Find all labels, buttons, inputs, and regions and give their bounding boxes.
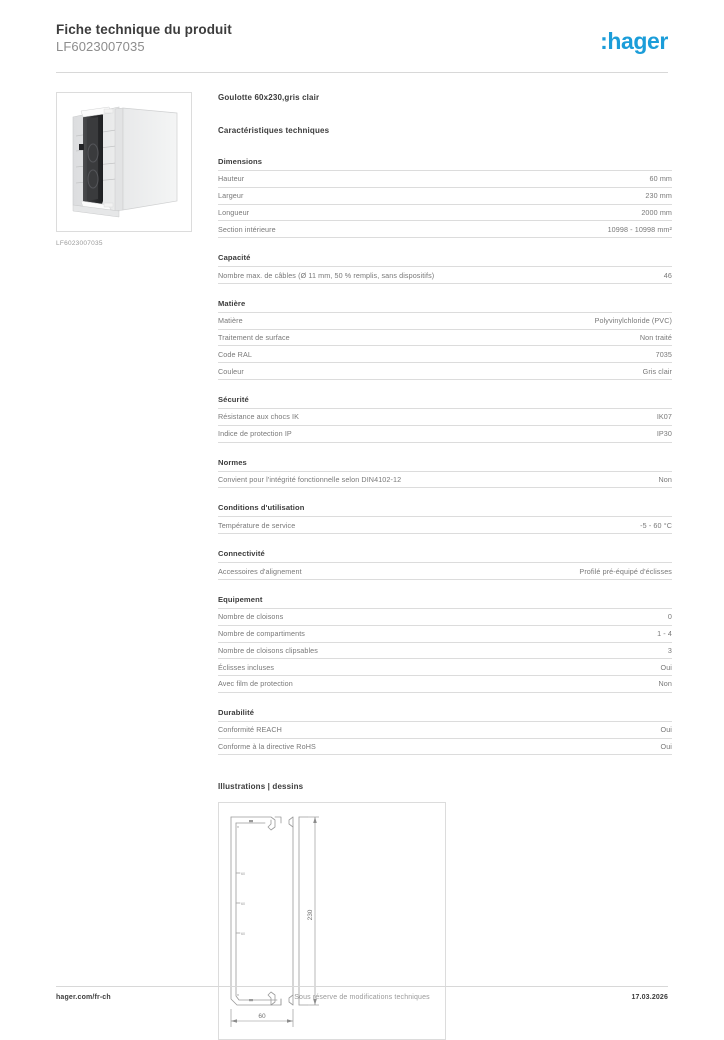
table-row [218,721,672,738]
spec-value: IK07 [656,412,672,422]
page-subtitle-article-number: LF6023007035 [56,39,145,54]
table-row [218,676,672,693]
spec-value: 230 mm [645,191,672,201]
table-row [218,312,672,329]
spec-value: Polyvinylchloride (PVC) [594,316,672,326]
spec-group-title: Sécurité [218,395,249,405]
spec-value: 0 [667,612,672,622]
spec-table [218,562,672,580]
table-row [218,471,672,488]
specifications-heading: Caractéristiques techniques [218,126,330,135]
product-photo-column [56,92,194,247]
spec-group [218,595,672,693]
spec-label: Convient pour l'intégrité fonctionnelle selon DIN4102-12 [218,474,402,484]
footer-disclaimer: Sous réserve de modifications techniques [294,994,430,1001]
spec-label: Nombre max. de câbles (Ø 11 mm, 50 % remplis, sans dispositifs) [218,270,435,280]
spec-value: -5 - 60 °C [640,520,672,530]
spec-group-title: Capacité [218,253,251,263]
spec-label: Nombre de cloisons clipsables [218,645,318,655]
spec-label: Traitement de surface [218,333,290,343]
spec-label: Accessoires d'alignement [218,566,302,576]
header-divider [56,72,668,73]
spec-value: IP30 [656,429,672,439]
spec-value: Oui [660,742,672,752]
spec-label: Matière [218,316,243,326]
spec-table [218,408,672,443]
spec-group [218,299,672,380]
table-row [218,425,672,442]
drawings-heading: Illustrations | dessins [218,782,304,792]
drawing-dimension-height-label: 230 [307,909,314,921]
spec-table [218,516,672,534]
spec-group-title: Normes [218,457,247,467]
spec-label: Avec film de protection [218,679,293,689]
spec-value: Oui [660,662,672,672]
footer-date: 17.03.2026 [631,994,668,1001]
spec-group-title: Dimensions [218,157,263,166]
spec-value: 2000 mm [641,207,672,217]
spec-label: Conforme à la directive RoHS [218,742,316,752]
product-photo-frame [56,92,192,232]
product-name: Goulotte 60x230,gris clair [218,93,320,102]
table-row [218,608,672,625]
spec-group [218,253,672,284]
spec-value: Non traité [639,333,672,343]
product-photo-cable-trunking-icon [57,93,191,231]
spec-value: 7035 [655,349,672,359]
spec-group-title: Durabilité [218,707,255,717]
spec-label: Couleur [218,366,244,376]
spec-table [218,471,672,489]
spec-groups-container [218,157,672,755]
table-row [218,409,672,426]
spec-group-title: Equipement [218,594,263,604]
page-footer [56,994,668,1008]
spec-value: Profilé pré-équipé d'éclisses [579,566,672,576]
table-row [218,221,672,238]
spec-group [218,549,672,580]
spec-group-title: Matière [218,298,246,308]
spec-group-title: Connectivité [218,549,265,559]
spec-table [218,721,672,756]
drawing-tick-label: 60 [241,932,245,937]
spec-table [218,170,672,238]
table-row [218,659,672,676]
spec-value: Non [658,474,672,484]
table-row [218,738,672,755]
spec-label: Résistance aux chocs IK [218,412,300,422]
specifications-column [218,92,672,1040]
spec-table [218,266,672,284]
spec-table [218,608,672,693]
drawing-tick-label: 60 [241,872,245,877]
spec-value: 10998 - 10998 mm² [607,224,672,234]
spec-group [218,395,672,443]
spec-value: 1 - 4 [657,629,672,639]
spec-label: Section intérieure [218,224,276,234]
table-row [218,204,672,221]
page-header [56,22,668,70]
product-photo-caption: LF6023007035 [56,240,103,247]
footer-divider [56,986,668,987]
page-title: Fiche technique du produit [56,22,232,37]
spec-label: Éclisses incluses [218,662,275,672]
hager-logo: :hager [600,28,668,54]
spec-value: 3 [667,645,672,655]
drawing-dimension-width-label: 60 [258,1013,266,1021]
spec-value: Gris clair [642,366,672,376]
table-row [218,187,672,204]
spec-label: Largeur [218,191,244,201]
spec-table [218,312,672,380]
spec-label: Code RAL [218,349,252,359]
table-row [218,642,672,659]
spec-value: Non [658,679,672,689]
table-row [218,563,672,580]
table-row [218,346,672,363]
spec-label: Hauteur [218,174,245,184]
spec-value: 46 [663,270,672,280]
spec-label: Nombre de compartiments [218,629,305,639]
spec-label: Indice de protection IP [218,429,292,439]
table-row [218,363,672,380]
spec-group [218,157,672,238]
footer-website[interactable]: hager.com/fr-ch [56,994,111,1001]
drawing-tick-label: 60 [241,902,245,907]
spec-label: Conformité REACH [218,725,282,735]
spec-value: 60 mm [649,174,672,184]
spec-group [218,458,672,489]
table-row [218,329,672,346]
spec-label: Longueur [218,207,250,217]
table-row [218,625,672,642]
spec-group [218,708,672,756]
spec-group-title: Conditions d'utilisation [218,503,305,513]
spec-label: Nombre de cloisons [218,612,284,622]
spec-value: Oui [660,725,672,735]
spec-label: Température de service [218,520,296,530]
table-row [218,171,672,188]
table-row [218,517,672,534]
table-row [218,267,672,284]
spec-group [218,503,672,534]
